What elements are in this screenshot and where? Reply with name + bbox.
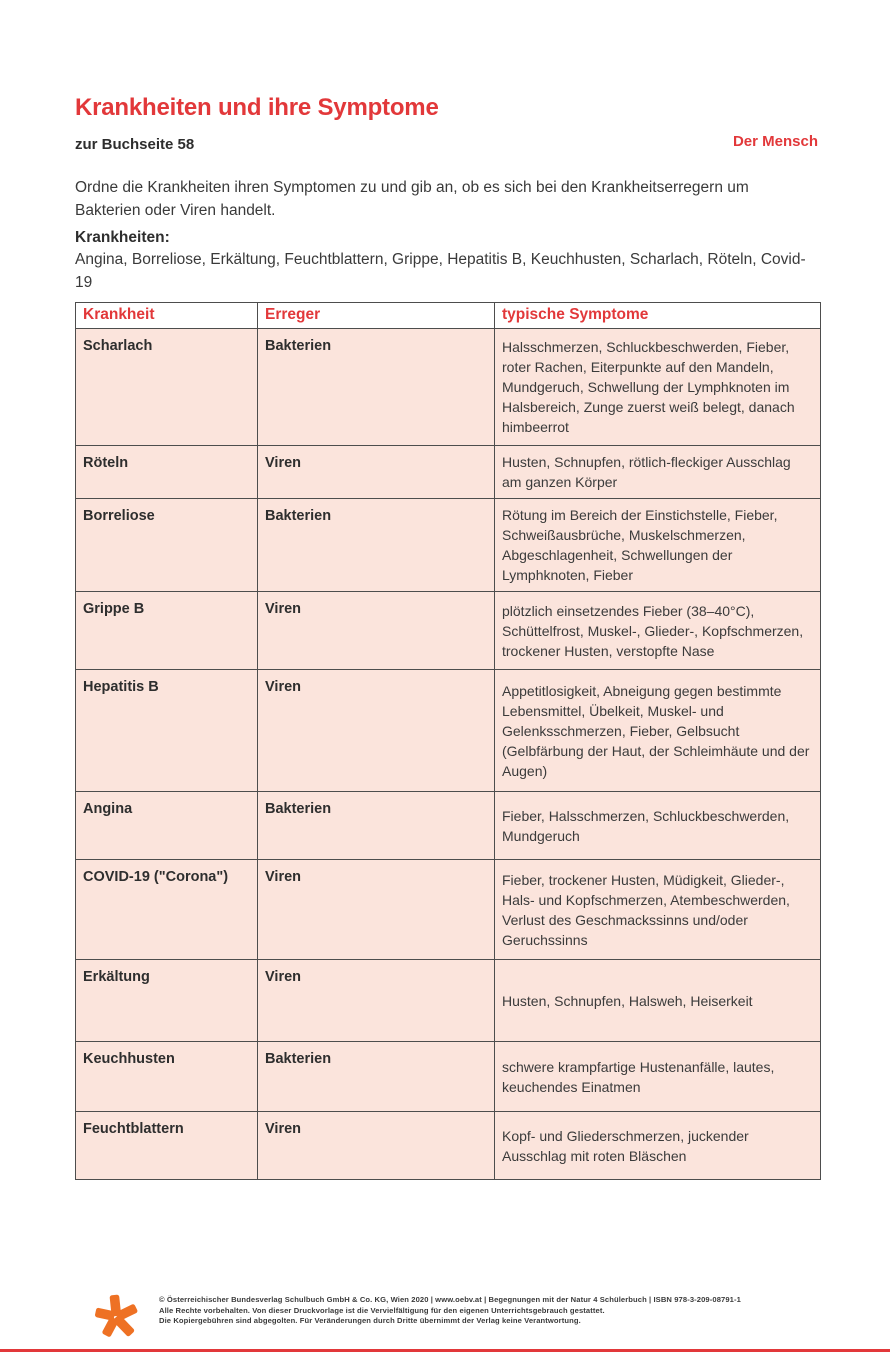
erreger-cell: Viren: [258, 592, 495, 670]
table-row: [76, 592, 821, 670]
table-header-row: [76, 303, 821, 329]
table-row: [76, 860, 821, 960]
krankheit-cell: Borreliose: [76, 499, 258, 592]
table-row: [76, 446, 821, 499]
krankheit-cell: Scharlach: [76, 329, 258, 446]
diseases-symptoms-table: [75, 302, 821, 1180]
erreger-cell: Viren: [258, 446, 495, 499]
symptome-cell: Husten, Schnupfen, rötlich-fleckiger Ausschlag am ganzen Körper: [495, 446, 821, 499]
chapter-label: Der Mensch: [732, 133, 818, 150]
table-row: [76, 1112, 821, 1180]
krankheit-cell: Röteln: [76, 446, 258, 499]
copyright-line-1: © Österreichischer Bundesverlag Schulbuch GmbH & Co. KG, Wien 2020 | www.oebv.at | Begegnungen mit der Natur 4 Schülerbuch | ISBN 978-3-209-08791-1: [159, 1295, 741, 1304]
erreger-cell: Bakterien: [258, 499, 495, 592]
erreger-cell: Viren: [258, 670, 495, 792]
publisher-footer: [95, 1289, 741, 1343]
erreger-cell: Viren: [258, 860, 495, 960]
erreger-cell: Viren: [258, 1112, 495, 1180]
book-page-reference: zur Buchseite 58: [75, 136, 195, 153]
symptome-cell: Appetitlosigkeit, Abneigung gegen bestimmte Lebensmittel, Übelkeit, Muskel- und Gelenksschmerzen, Fieber, Gelbsucht (Gelbfärbung der Haut, der Schleimhäute und der Augen): [495, 670, 821, 792]
table-row: [76, 670, 821, 792]
symptome-cell: Husten, Schnupfen, Halsweh, Heiserkeit: [495, 960, 821, 1042]
copyright-line-3: Die Kopiergebühren sind abgegolten. Für Veränderungen durch Dritte übernimmt der Verlag keine Verantwortung.: [159, 1316, 581, 1325]
krankheit-cell: Erkältung: [76, 960, 258, 1042]
copyright-text: [159, 1295, 741, 1327]
erreger-cell: Bakterien: [258, 329, 495, 446]
erreger-cell: Viren: [258, 960, 495, 1042]
erreger-cell: Bakterien: [258, 1042, 495, 1112]
table-row: [76, 499, 821, 592]
table-row: [76, 1042, 821, 1112]
column-header-symptome: typische Symptome: [495, 303, 821, 329]
symptome-cell: Fieber, Halsschmerzen, Schluckbeschwerden, Mundgeruch: [495, 792, 821, 860]
page-content: [0, 93, 890, 1180]
krankheit-cell: Feuchtblattern: [76, 1112, 258, 1180]
column-header-krankheit: Krankheit: [76, 303, 258, 329]
symptome-cell: plötzlich einsetzendes Fieber (38–40°C), Schüttelfrost, Muskel-, Glieder-, Kopfschmerzen, trockener Husten, verstopfte Nase: [495, 592, 821, 670]
erreger-cell: Bakterien: [258, 792, 495, 860]
symptome-cell: Halsschmerzen, Schluckbeschwerden, Fieber, roter Rachen, Eiterpunkte auf den Mandeln, Mundgeruch, Schwellung der Lymphknoten im Halsbereich, Zunge zuerst weiß belegt, danach himbeerrot: [495, 329, 821, 446]
worksheet-page: [0, 93, 890, 1352]
copyright-line-2: Alle Rechte vorbehalten. Von dieser Druckvorlage ist die Vervielfältigung für den eigenen Unterrichtsgebrauch gestattet.: [159, 1305, 605, 1315]
table-row: [76, 329, 821, 446]
symptome-cell: schwere krampfartige Hustenanfälle, lautes, keuchendes Einatmen: [495, 1042, 821, 1112]
symptome-cell: Kopf- und Gliederschmerzen, juckender Ausschlag mit roten Bläschen: [495, 1112, 821, 1180]
task-instructions: Ordne die Krankheiten ihren Symptomen zu und gib an, ob es sich bei den Krankheitserregern um Bakterien oder Viren handelt.: [75, 179, 749, 219]
oebv-asterisk-logo-icon: [95, 1291, 141, 1343]
symptome-cell: Rötung im Bereich der Einstichstelle, Fieber, Schweißausbrüche, Muskelschmerzen, Abgeschlagenheit, Schwellungen der Lymphknoten, Fieber: [495, 499, 821, 592]
krankheit-cell: COVID-19 ("Corona"): [76, 860, 258, 960]
diseases-list: Angina, Borreliose, Erkältung, Feuchtblattern, Grippe, Hepatitis B, Keuchhusten, Scharlach, Röteln, Covid-19: [75, 251, 806, 291]
symptome-cell: Fieber, trockener Husten, Müdigkeit, Glieder-, Hals- und Kopfschmerzen, Atembeschwerden, Verlust des Geschmackssinns und/oder Geruchssinns: [495, 860, 821, 960]
krankheit-cell: Grippe B: [76, 592, 258, 670]
krankheit-cell: Hepatitis B: [76, 670, 258, 792]
table-row: [76, 960, 821, 1042]
page-title: Krankheiten und ihre Symptome: [75, 94, 439, 121]
table-row: [76, 792, 821, 860]
column-header-erreger: Erreger: [258, 303, 495, 329]
diseases-label: Krankheiten:: [75, 229, 170, 246]
krankheit-cell: Keuchhusten: [76, 1042, 258, 1112]
krankheit-cell: Angina: [76, 792, 258, 860]
